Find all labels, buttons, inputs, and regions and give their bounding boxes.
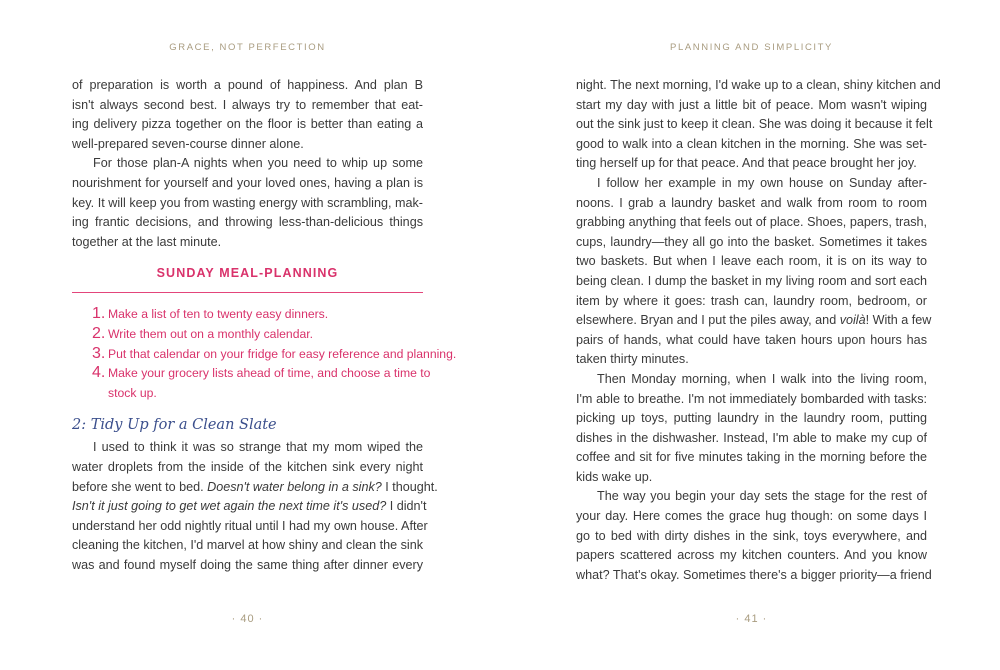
text-run: start my day with just a little bit of peace. Mom wasn't wiping bbox=[576, 97, 927, 112]
list-item bbox=[72, 364, 431, 403]
text-run: elsewhere. Bryan and I put the piles away, and bbox=[576, 313, 840, 328]
text-line bbox=[576, 213, 927, 233]
text-run: water droplets from the inside of the kitchen sink every night bbox=[72, 459, 423, 474]
italic-text: voilà bbox=[839, 313, 866, 328]
text-run: cups, laundry—they all go into the basket. Sometimes it takes bbox=[576, 234, 927, 249]
text-run: well-prepared seven-course dinner alone. bbox=[72, 136, 304, 151]
text-run: your day. Here comes the grace hug though: on some days I bbox=[576, 509, 927, 524]
text-line bbox=[576, 448, 927, 468]
text-run: I thought. bbox=[381, 479, 438, 494]
text-run: two baskets. But when I leave each room, it is on its way to bbox=[576, 254, 927, 269]
sidebar-list bbox=[72, 305, 457, 403]
running-head-left: GRACE, NOT PERFECTION bbox=[169, 42, 326, 53]
text-line bbox=[576, 135, 927, 155]
text-run: night. The next morning, I'd wake up to a clean, shiny kitchen and bbox=[576, 78, 941, 92]
text-line bbox=[576, 487, 927, 507]
text-line bbox=[576, 292, 927, 312]
text-line bbox=[72, 115, 423, 135]
text-run: coffee and sit for five minutes taking in the morning before the bbox=[576, 450, 927, 465]
left-bottom-text bbox=[72, 438, 438, 575]
text-line bbox=[576, 390, 927, 410]
list-item-text: Make your grocery lists ahead of time, and choose a time to bbox=[108, 366, 431, 381]
text-line bbox=[576, 154, 927, 174]
text-run: Then Monday morning, when I walk into the living room, bbox=[597, 371, 927, 386]
text-run: I didn't bbox=[386, 499, 427, 514]
text-run: pairs of hands, what could have taken hours upon hours has bbox=[576, 332, 927, 347]
text-line bbox=[576, 311, 932, 331]
page-number-right: · 41 · bbox=[735, 613, 768, 625]
text-line bbox=[72, 536, 423, 556]
text-run: ! With a few bbox=[865, 313, 932, 328]
list-item bbox=[72, 325, 423, 345]
text-run: what? That's okay. Sometimes there's a bigger priority—a friend bbox=[576, 567, 932, 582]
text-line bbox=[72, 213, 423, 233]
page-number-left: · 40 · bbox=[231, 613, 264, 625]
text-run: go to bed with dirty dishes in the sink, toys everywhere, and bbox=[576, 528, 927, 543]
list-item-text: Make a list of ten to twenty easy dinners. bbox=[108, 307, 329, 322]
list-number: 4. bbox=[92, 364, 106, 382]
list-number: 2. bbox=[92, 324, 106, 342]
meal-planning-sidebar bbox=[72, 254, 457, 403]
text-run: dishes in the dishwasher. Instead, I'm able to make my cup of bbox=[576, 430, 927, 445]
text-run: I used to think it was so strange that my mom wiped the bbox=[93, 440, 423, 455]
text-run: was and found myself doing the same thing after dinner every bbox=[72, 557, 423, 572]
text-run: The way you begin your day sets the stage for the rest of bbox=[597, 489, 927, 504]
text-line bbox=[72, 233, 423, 253]
text-line bbox=[576, 233, 927, 253]
text-line bbox=[72, 438, 423, 458]
text-run: cleaning the kitchen, I'd marvel at how shiny and clean the sink bbox=[72, 538, 424, 553]
text-run: ting herself up for that peace. And that peace brought her joy. bbox=[576, 156, 917, 171]
text-run: I follow her example in my own house on Sunday after- bbox=[597, 175, 927, 190]
text-line bbox=[576, 527, 927, 547]
text-run: of preparation is worth a pound of happiness. And plan B bbox=[72, 78, 423, 92]
text-line bbox=[72, 76, 423, 96]
text-line bbox=[72, 154, 423, 174]
left-page bbox=[72, 0, 457, 670]
running-head-right: PLANNING AND SIMPLICITY bbox=[670, 42, 833, 53]
text-run: I'm able to breathe. I'm not immediately bombarded with tasks: bbox=[576, 391, 927, 406]
text-line bbox=[72, 174, 423, 194]
italic-text: Doesn't water belong in a sink? bbox=[207, 479, 382, 494]
left-top-text bbox=[72, 76, 423, 252]
text-line bbox=[72, 556, 423, 576]
sidebar-divider bbox=[72, 292, 423, 293]
text-line bbox=[72, 517, 428, 537]
sidebar-title: SUNDAY MEAL-PLANNING bbox=[156, 266, 339, 281]
text-line bbox=[576, 96, 927, 116]
text-line bbox=[576, 429, 927, 449]
text-run: ing delivery pizza together on the floor is better than eating a bbox=[72, 117, 423, 132]
text-line bbox=[576, 546, 927, 566]
text-line bbox=[576, 272, 927, 292]
text-run: noons. I grab a laundry basket and walk from room to room bbox=[576, 195, 927, 210]
italic-text: Isn't it just going to get wet again the next time it's used? bbox=[72, 499, 387, 514]
text-line bbox=[576, 370, 927, 390]
text-run: taken thirty minutes. bbox=[576, 352, 689, 367]
list-number: 1. bbox=[92, 305, 106, 323]
list-item bbox=[72, 305, 423, 325]
text-line bbox=[576, 507, 927, 527]
text-run: ing frantic decisions, and throwing less-than-delicious things bbox=[72, 215, 423, 230]
list-item-text: stock up. bbox=[108, 385, 157, 400]
text-line bbox=[72, 458, 423, 478]
section-subheading: 2: Tidy Up for a Clean Slate bbox=[72, 417, 277, 434]
left-page-body bbox=[72, 76, 457, 575]
text-line bbox=[576, 468, 927, 488]
text-line bbox=[72, 478, 438, 498]
right-page-body bbox=[576, 76, 941, 585]
text-line bbox=[576, 566, 932, 586]
text-run: before she went to bed. bbox=[72, 479, 208, 494]
text-line bbox=[72, 96, 423, 116]
text-run: out the sink just to keep it clean. She was doing it because it felt bbox=[576, 117, 933, 132]
text-line bbox=[72, 497, 427, 517]
text-run: together at the last minute. bbox=[72, 234, 222, 249]
list-item-text: Put that calendar on your fridge for easy reference and planning. bbox=[108, 346, 457, 361]
text-run: isn't always second best. I always try to remember that eat- bbox=[72, 97, 423, 112]
text-run: good to walk into a clean kitchen in the morning. She was set- bbox=[576, 136, 927, 151]
list-number: 3. bbox=[92, 344, 106, 362]
text-line bbox=[576, 76, 941, 96]
text-line bbox=[576, 252, 927, 272]
text-line bbox=[576, 331, 927, 351]
list-item bbox=[72, 344, 457, 365]
list-item-text: Write them out on a monthly calendar. bbox=[108, 326, 314, 341]
text-line bbox=[576, 115, 933, 135]
text-line bbox=[576, 350, 927, 370]
text-run: grabbing anything that feels out of place. Shoes, papers, trash, bbox=[576, 215, 927, 230]
text-run: For those plan-A nights when you need to whip up some bbox=[93, 156, 423, 171]
right-page bbox=[576, 0, 941, 670]
text-line bbox=[576, 174, 927, 194]
text-line bbox=[576, 194, 927, 214]
text-run: item by where it goes: trash can, laundry room, bedroom, or bbox=[576, 293, 927, 308]
text-line bbox=[72, 135, 423, 155]
text-run: papers scattered across my kitchen counters. And you know bbox=[576, 548, 927, 563]
text-line bbox=[72, 194, 423, 214]
text-run: being clean. I dump the basket in my living room and sort each bbox=[576, 273, 927, 288]
text-run: key. It will keep you from wasting energy with scrambling, mak- bbox=[72, 195, 423, 210]
text-run: nourishment for yourself and your loved ones, having a plan is bbox=[72, 175, 423, 190]
text-run: picking up toys, putting laundry in the laundry room, putting bbox=[576, 411, 927, 426]
text-run: kids wake up. bbox=[576, 469, 653, 484]
text-run: understand her odd nightly ritual until I had my own house. After bbox=[72, 518, 428, 533]
text-line bbox=[576, 409, 927, 429]
